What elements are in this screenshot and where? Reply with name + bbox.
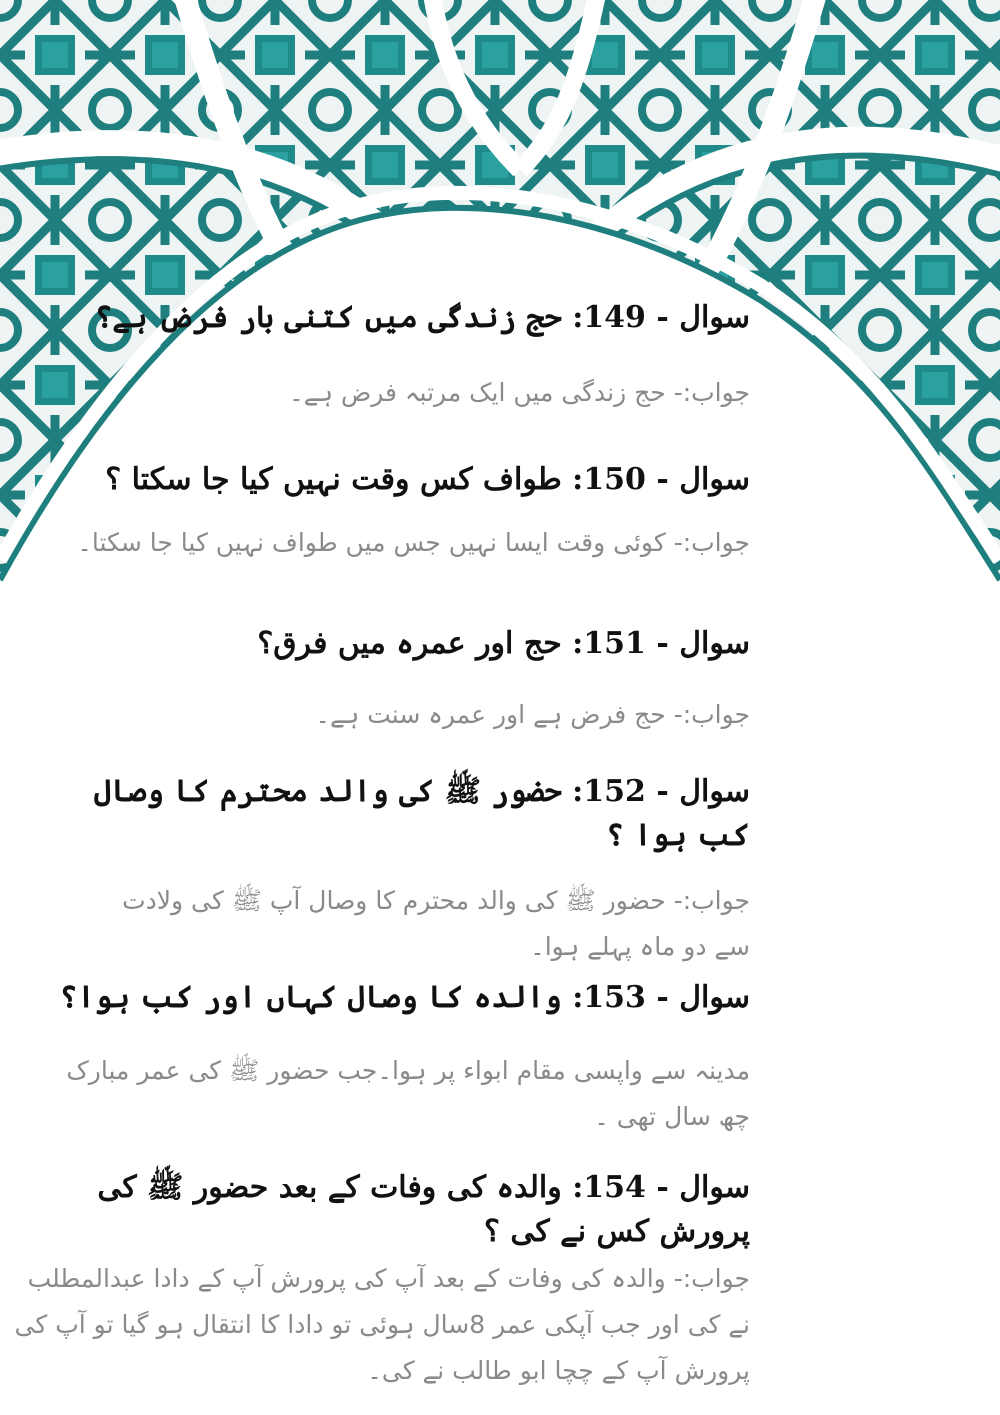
answer-154: جواب:- والدہ کی وفات کے بعد آپ کی پرورش آپ کے دادا عبدالمطلب نے کی اور جب آپکی عمر 8سال ہوئی تو دادا کا انتقال ہو گیا تو آپ کی پرورش آپ کے چچا ابو طالب نے کی۔	[14, 1264, 750, 1385]
qa-item-154	[10, 1166, 750, 1394]
question-152: سوال - 152: حضور ﷺ کی والد محترم کا وصال کب ہوا ؟	[93, 774, 750, 853]
question-154: سوال - 154: والدہ کی وفات کے بعد حضور ﷺ کی پرورش کس نے کی ؟	[97, 1170, 750, 1249]
answer-149: جواب:- حج زندگی میں ایک مرتبہ فرض ہے۔	[289, 378, 750, 407]
question-153: سوال - 153: والدہ کا وصال کہاں اور کب ہوا؟	[59, 980, 750, 1015]
qa-item-149	[50, 296, 750, 416]
answer-153: مدینہ سے واپسی مقام ابواء پر ہوا۔جب حضور ﷺ کی عمر مبارک چھ سال تھی ۔	[66, 1056, 750, 1131]
answer-151: جواب:- حج فرض ہے اور عمرہ سنت ہے۔	[315, 700, 750, 729]
qa-item-150	[50, 458, 750, 566]
answer-152: جواب:- حضور ﷺ کی والد محترم کا وصال آپ ﷺ کی ولادت سے دو ماہ پہلے ہوا۔	[122, 886, 750, 961]
question-151: سوال - 151: حج اور عمرہ میں فرق؟	[257, 626, 750, 661]
qa-item-153	[50, 976, 750, 1140]
question-150: سوال - 150: طواف کس وقت نہیں کیا جا سکتا ؟	[105, 462, 750, 497]
qa-item-151	[50, 622, 750, 738]
qa-item-152	[50, 770, 750, 970]
question-149: سوال - 149: حج زندگی میں کتنی بار فرض ہے؟	[94, 300, 750, 335]
answer-150: جواب:- کوئی وقت ایسا نہیں جس میں طواف نہیں کیا جا سکتا۔	[77, 528, 750, 557]
